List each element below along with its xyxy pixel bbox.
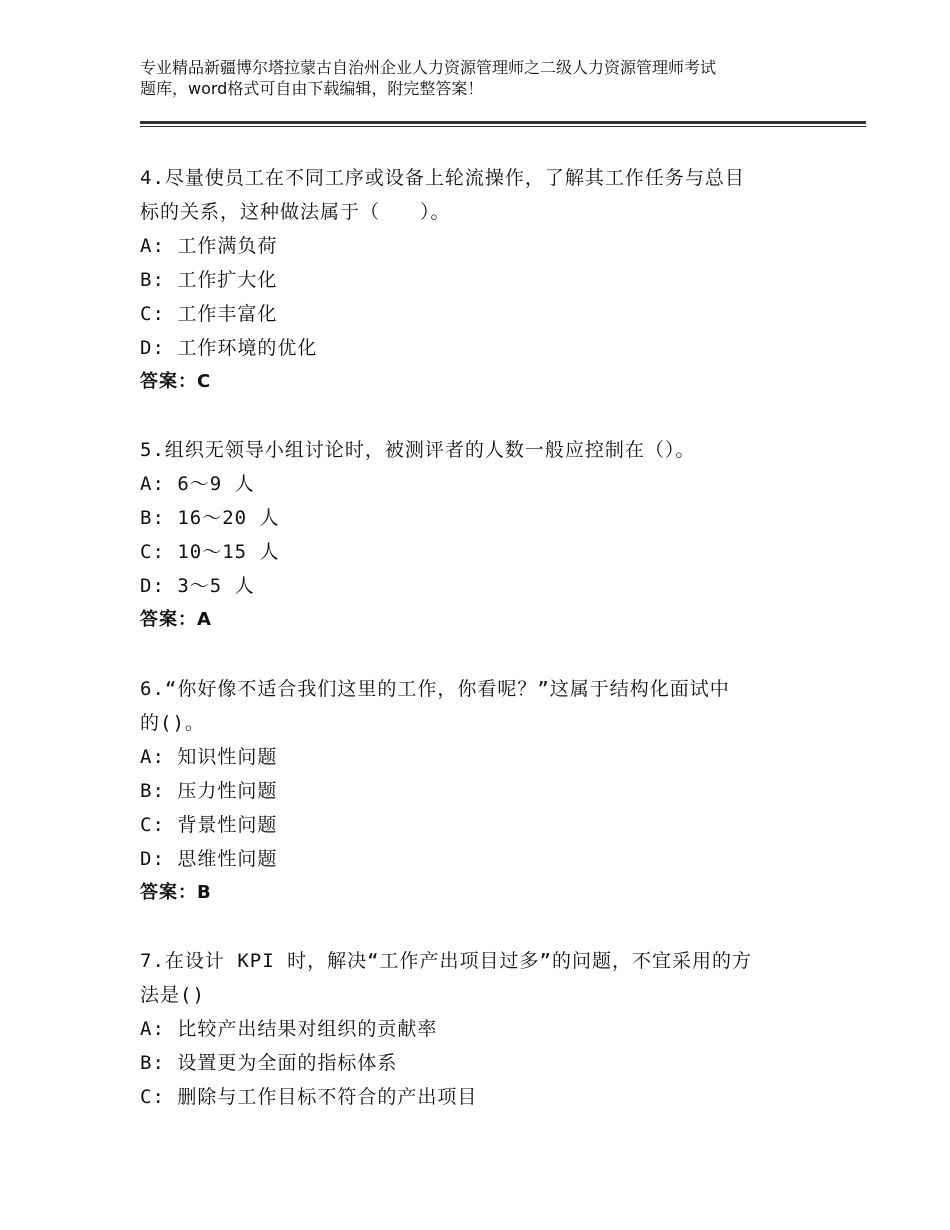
question-stem-line: 6.“你好像不适合我们这里的工作，你看呢？”这属于结构化面试中 bbox=[140, 678, 730, 700]
question-stem-line: 5.组织无领导小组讨论时，被测评者的人数一般应控制在（）。 bbox=[140, 439, 696, 461]
option-b: B: 工作扩大化 bbox=[140, 269, 278, 291]
document-header bbox=[140, 57, 840, 99]
header-line-2: 题库，word格式可自由下载编辑，附完整答案！ bbox=[140, 79, 484, 98]
question-6 bbox=[140, 672, 820, 910]
question-stem-line: 法是() bbox=[140, 984, 205, 1006]
question-stem-line: 标的关系，这种做法属于（ ）。 bbox=[140, 201, 451, 223]
option-b: B: 压力性问题 bbox=[140, 780, 278, 802]
option-a: A: 6～9 人 bbox=[140, 473, 255, 495]
option-d: D: 思维性问题 bbox=[140, 848, 278, 870]
option-a: A: 工作满负荷 bbox=[140, 235, 278, 257]
option-c: C: 10～15 人 bbox=[140, 541, 280, 563]
question-stem-line: 4.尽量使员工在不同工序或设备上轮流操作，了解其工作任务与总目 bbox=[140, 167, 745, 189]
question-stem-line: 的()。 bbox=[140, 712, 205, 734]
option-d: D: 工作环境的优化 bbox=[140, 337, 318, 359]
option-c: C: 背景性问题 bbox=[140, 814, 278, 836]
question-stem-line: 7.在设计 KPI 时，解决“工作产出项目过多”的问题，不宜采用的方 bbox=[140, 950, 752, 972]
option-b: B: 16～20 人 bbox=[140, 507, 280, 529]
option-b: B: 设置更为全面的指标体系 bbox=[140, 1052, 398, 1074]
option-c: C: 删除与工作目标不符合的产出项目 bbox=[140, 1086, 478, 1108]
answer-label: 答案：C bbox=[140, 371, 212, 392]
header-rule-thin bbox=[140, 126, 866, 127]
option-a: A: 知识性问题 bbox=[140, 746, 278, 768]
question-4 bbox=[140, 161, 820, 399]
answer-label: 答案：B bbox=[140, 882, 212, 903]
header-rule-thick bbox=[140, 121, 866, 124]
option-a: A: 比较产出结果对组织的贡献率 bbox=[140, 1018, 438, 1040]
question-5 bbox=[140, 433, 820, 637]
option-d: D: 3～5 人 bbox=[140, 575, 255, 597]
question-7 bbox=[140, 944, 820, 1114]
option-c: C: 工作丰富化 bbox=[140, 303, 278, 325]
answer-label: 答案：A bbox=[140, 609, 212, 630]
header-line-1: 专业精品新疆博尔塔拉蒙古自治州企业人力资源管理师之二级人力资源管理师考试 bbox=[140, 58, 717, 77]
